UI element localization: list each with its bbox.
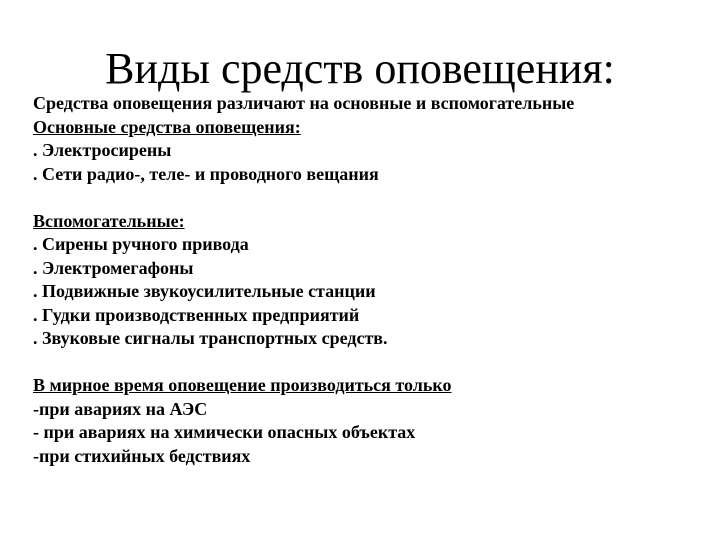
peacetime-item: - при авариях на химически опасных объектах xyxy=(33,422,416,442)
peacetime-item: -при стихийных бедствиях xyxy=(33,445,251,466)
slide-title: Виды средств оповещения: xyxy=(105,44,615,93)
aux-means-item: . Звуковые сигналы транспортных средств. xyxy=(33,328,388,348)
aux-means-item: . Электромегафоны xyxy=(33,257,194,278)
section-spacer xyxy=(33,186,693,210)
aux-means-item: . Подвижные звукоусилительные станции xyxy=(33,281,376,301)
peacetime-heading: В мирное время оповещение производиться только xyxy=(33,375,452,395)
aux-means-item: . Гудки производственных предприятий xyxy=(33,304,360,325)
aux-means-item: . Сирены ручного привода xyxy=(33,234,249,254)
aux-means-heading: Вспомогательные: xyxy=(33,210,185,231)
slide-content xyxy=(33,92,693,468)
peacetime-item: -при авариях на АЭС xyxy=(33,398,208,419)
section-spacer xyxy=(33,351,693,375)
main-means-heading: Основные средства оповещения: xyxy=(33,116,301,137)
intro-text: Средства оповещения различают на основные и вспомогательные xyxy=(33,93,575,113)
main-means-item: . Электросирены xyxy=(33,140,172,160)
main-means-item: . Сети радио-, теле- и проводного вещания xyxy=(33,163,379,184)
